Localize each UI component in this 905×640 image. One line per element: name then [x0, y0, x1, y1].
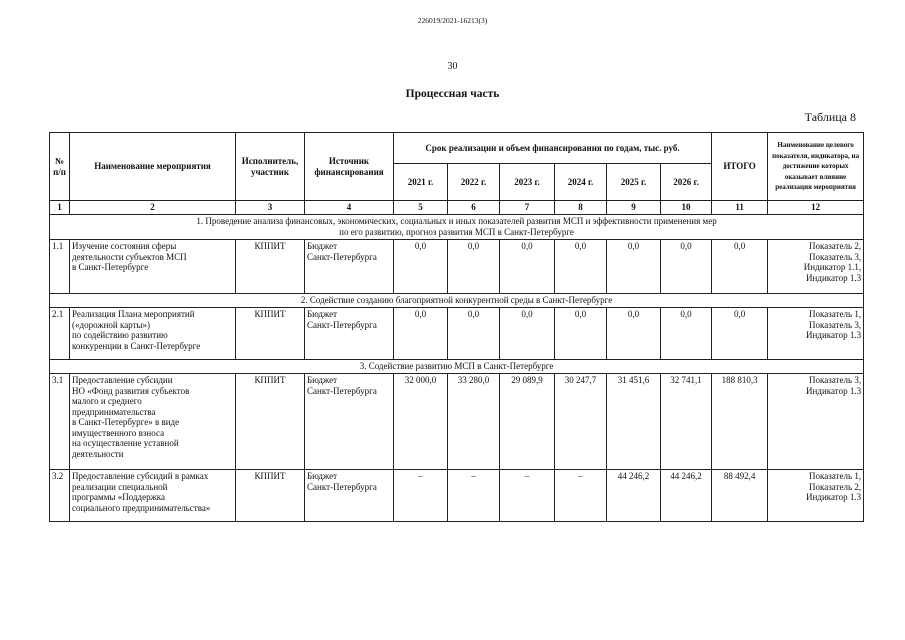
- table-label: Таблица 8: [804, 110, 856, 124]
- section-title: 3. Содействие развитию МСП в Санкт-Петербурге: [50, 360, 864, 374]
- row-value: 29 089,9: [500, 374, 555, 470]
- row-value: 0,0: [607, 240, 661, 294]
- header-num: № п/п: [50, 133, 70, 201]
- header-total: ИТОГО: [712, 133, 768, 201]
- row-source: Бюджет Санкт-Петербурга: [305, 308, 394, 360]
- row-value: 32 741,1: [661, 374, 712, 470]
- header-period: Срок реализации и объем финансирования по годам, тыс. руб.: [394, 133, 712, 164]
- row-value: –: [500, 470, 555, 522]
- header-source: Источник финансирования: [305, 133, 394, 201]
- row-indicators: Показатель 1, Показатель 3, Индикатор 1.3: [768, 308, 864, 360]
- row-total: 188 810,3: [712, 374, 768, 470]
- header-year: 2022 г.: [448, 164, 500, 201]
- row-value: 33 280,0: [448, 374, 500, 470]
- column-number: 12: [768, 201, 864, 215]
- row-value: 0,0: [661, 308, 712, 360]
- row-num: 2.1: [50, 308, 70, 360]
- section-row: [50, 294, 864, 308]
- row-num: 3.1: [50, 374, 70, 470]
- table-row: [50, 240, 864, 294]
- table-row: [50, 470, 864, 522]
- column-number: 6: [448, 201, 500, 215]
- row-value: 0,0: [500, 308, 555, 360]
- row-executor: КППИТ: [236, 240, 305, 294]
- row-total: 88 492,4: [712, 470, 768, 522]
- row-indicators: Показатель 3, Индикатор 1.3: [768, 374, 864, 470]
- header-executor: Исполнитель, участник: [236, 133, 305, 201]
- row-value: 0,0: [661, 240, 712, 294]
- section-row: [50, 215, 864, 240]
- row-value: –: [555, 470, 607, 522]
- column-number: 11: [712, 201, 768, 215]
- row-value: 0,0: [394, 240, 448, 294]
- row-name: Предоставление субсидии НО «Фонд развития субъектов малого и среднего предпринимательства в Санкт-Петербурге» в виде имущественного взноса на осуществление уставной деятельности: [70, 374, 236, 470]
- row-value: 32 000,0: [394, 374, 448, 470]
- row-value: 0,0: [448, 308, 500, 360]
- section-row: [50, 360, 864, 374]
- row-indicators: Показатель 1, Показатель 2, Индикатор 1.3: [768, 470, 864, 522]
- header-year: 2023 г.: [500, 164, 555, 201]
- row-value: 0,0: [500, 240, 555, 294]
- row-value: 0,0: [448, 240, 500, 294]
- header-year: 2026 г.: [661, 164, 712, 201]
- column-number: 8: [555, 201, 607, 215]
- row-value: 0,0: [394, 308, 448, 360]
- row-value: 0,0: [555, 240, 607, 294]
- row-source: Бюджет Санкт-Петербурга: [305, 470, 394, 522]
- table-row: [50, 374, 864, 470]
- header-year: 2021 г.: [394, 164, 448, 201]
- row-num: 1.1: [50, 240, 70, 294]
- column-number: 3: [236, 201, 305, 215]
- row-value: –: [448, 470, 500, 522]
- row-num: 3.2: [50, 470, 70, 522]
- page-number: 30: [447, 61, 458, 72]
- row-value: 0,0: [607, 308, 661, 360]
- column-number: 7: [500, 201, 555, 215]
- row-value: 0,0: [555, 308, 607, 360]
- header-indicator: Наименование целевого показателя, индикатора, на достижение которых оказывает влияние реализация мероприятия: [768, 133, 864, 201]
- column-number: 2: [70, 201, 236, 215]
- section-title: 1. Проведение анализа финансовых, экономических, социальных и иных показателей развития МСП и эффективности применения мер по его развитию, прогноз развития МСП в Санкт-Петербурге: [50, 215, 864, 240]
- column-number: 10: [661, 201, 712, 215]
- row-value: 44 246,2: [661, 470, 712, 522]
- row-value: –: [394, 470, 448, 522]
- row-executor: КППИТ: [236, 374, 305, 470]
- row-name: Реализация Плана мероприятий («дорожной карты») по содействию развитию конкуренции в Санкт-Петербурге: [70, 308, 236, 360]
- header-year: 2024 г.: [555, 164, 607, 201]
- row-total: 0,0: [712, 308, 768, 360]
- row-value: 44 246,2: [607, 470, 661, 522]
- page-title: Процессная часть: [405, 88, 500, 100]
- row-source: Бюджет Санкт-Петербурга: [305, 374, 394, 470]
- table-row: [50, 308, 864, 360]
- row-total: 0,0: [712, 240, 768, 294]
- row-source: Бюджет Санкт-Петербурга: [305, 240, 394, 294]
- row-indicators: Показатель 2, Показатель 3, Индикатор 1.1, Индикатор 1.3: [768, 240, 864, 294]
- column-number: 9: [607, 201, 661, 215]
- row-name: Предоставление субсидий в рамках реализации специальной программы «Поддержка социального предпринимательства»: [70, 470, 236, 522]
- row-executor: КППИТ: [236, 470, 305, 522]
- row-name: Изучение состояния сферы деятельности субъектов МСП в Санкт-Петербурге: [70, 240, 236, 294]
- header-year: 2025 г.: [607, 164, 661, 201]
- column-number-row: [50, 201, 864, 215]
- header-name: Наименование мероприятия: [70, 133, 236, 201]
- row-value: 30 247,7: [555, 374, 607, 470]
- column-number: 4: [305, 201, 394, 215]
- row-executor: КППИТ: [236, 308, 305, 360]
- column-number: 5: [394, 201, 448, 215]
- financing-table: [49, 132, 864, 522]
- section-title: 2. Содействие созданию благоприятной конкурентной среды в Санкт-Петербурге: [50, 294, 864, 308]
- document-id: 226019/2021-16213(3): [417, 16, 488, 25]
- row-value: 31 451,6: [607, 374, 661, 470]
- column-number: 1: [50, 201, 70, 215]
